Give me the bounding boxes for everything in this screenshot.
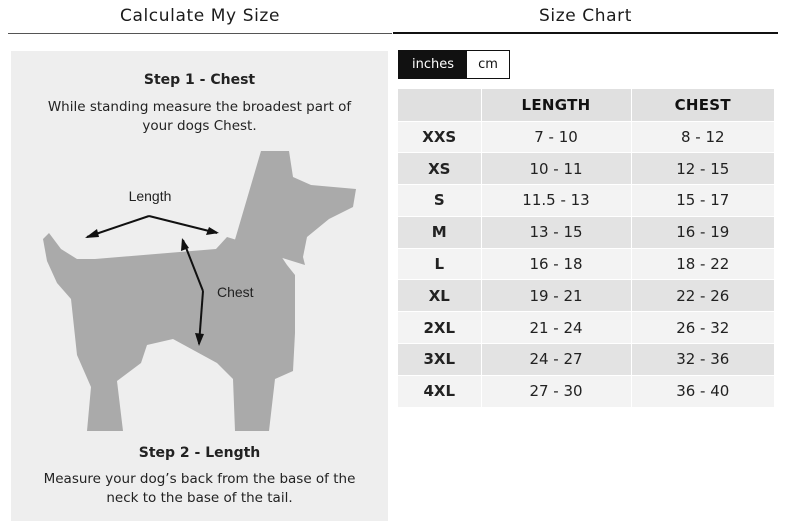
size-cell: L [398, 248, 481, 280]
tab-size-chart[interactable]: Size Chart [393, 0, 778, 34]
chest-cell: 15 - 17 [631, 185, 775, 217]
tab-calculate-my-size[interactable]: Calculate My Size [8, 0, 392, 34]
table-row [398, 185, 775, 217]
chest-cell: 12 - 15 [631, 153, 775, 185]
length-cell: 10 - 11 [481, 153, 631, 185]
chest-cell: 26 - 32 [631, 312, 775, 344]
step1-title: Step 1 - Chest [143, 72, 256, 88]
length-cell: 24 - 27 [481, 344, 631, 376]
length-arrow-icon [87, 216, 217, 237]
length-label: Length [128, 188, 172, 204]
chest-label: Chest [217, 284, 254, 300]
length-cell: 27 - 30 [481, 375, 631, 407]
chest-cell: 8 - 12 [631, 121, 775, 153]
header-length: LENGTH [481, 89, 631, 121]
step2-description: Measure your dog’s back from the base of the neck to the base of the tail. [43, 471, 356, 506]
dog-body-shape [43, 233, 295, 431]
size-cell: M [398, 216, 481, 248]
header-size [398, 89, 481, 121]
length-cell: 16 - 18 [481, 248, 631, 280]
chest-cell: 32 - 36 [631, 344, 775, 376]
header-chest: CHEST [631, 89, 775, 121]
unit-inches-button[interactable]: inches [399, 51, 467, 78]
size-cell: XL [398, 280, 481, 312]
table-row [398, 344, 775, 376]
chest-cell: 18 - 22 [631, 248, 775, 280]
size-cell: XXS [398, 121, 481, 153]
length-cell: 11.5 - 13 [481, 185, 631, 217]
size-cell: 2XL [398, 312, 481, 344]
dog-silhouette-image [11, 141, 388, 441]
step1-description: While standing measure the broadest part of your dogs Chest. [47, 99, 352, 134]
measurement-guide-panel [11, 51, 388, 521]
length-cell: 21 - 24 [481, 312, 631, 344]
tab-bar [0, 0, 785, 36]
size-cell: 3XL [398, 344, 481, 376]
table-header-row [398, 89, 775, 121]
step2-title: Step 2 - Length [138, 445, 261, 461]
length-cell: 13 - 15 [481, 216, 631, 248]
table-row [398, 248, 775, 280]
table-row [398, 312, 775, 344]
table-row [398, 153, 775, 185]
table-row [398, 121, 775, 153]
size-cell: XS [398, 153, 481, 185]
table-row [398, 280, 775, 312]
chest-arrowhead-top-icon [181, 238, 189, 251]
size-chart-table [398, 89, 775, 408]
length-arrowhead-right-icon [206, 227, 219, 235]
table-row [398, 216, 775, 248]
chest-cell: 16 - 19 [631, 216, 775, 248]
unit-cm-button[interactable]: cm [467, 51, 509, 78]
size-cell: S [398, 185, 481, 217]
length-cell: 19 - 21 [481, 280, 631, 312]
table-row [398, 375, 775, 407]
length-arrowhead-left-icon [85, 229, 99, 238]
chest-cell: 22 - 26 [631, 280, 775, 312]
length-cell: 7 - 10 [481, 121, 631, 153]
unit-toggle [398, 50, 510, 79]
dog-measurement-illustration [11, 141, 388, 441]
chest-cell: 36 - 40 [631, 375, 775, 407]
size-cell: 4XL [398, 375, 481, 407]
